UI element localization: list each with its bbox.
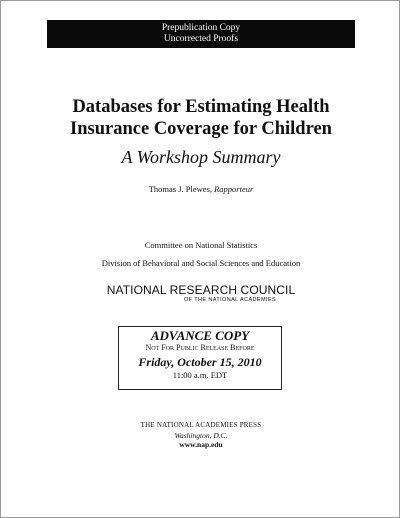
prepublication-banner [47,20,355,48]
publisher-url: www.nap.edu [179,440,223,449]
council-subname: OF THE NATIONAL ACADEMIES [183,297,277,303]
subtitle: A Workshop Summary [121,147,281,167]
publisher-block [61,421,341,450]
division-name: Division of Behavioral and Social Sciences and Education [101,258,301,268]
advance-copy-box [118,326,282,390]
committee-name: Committee on National Statistics [144,240,258,250]
council-name: NATIONAL RESEARCH COUNCIL [106,283,296,297]
release-notice: Not For Public Release Before [145,343,255,352]
banner-line-2: Uncorrected Proofs [163,34,239,44]
advance-copy-heading: ADVANCE COPY [150,328,250,343]
title-line-2: Insurance Coverage for Children [70,119,332,139]
author-role: Rapporteur [214,184,254,194]
author-name: Thomas J. Plewes, [148,184,215,194]
release-date: Friday, October 15, 2010 [138,355,262,369]
title-line-1: Databases for Estimating Health [72,97,330,117]
author-line [21,184,381,195]
publisher-city: Washington, D.C. [174,430,228,440]
council-logo [61,283,341,304]
release-time: 11:00 a.m. EDT [172,370,228,380]
banner-line-1: Prepublication Copy [161,23,241,33]
publisher-name: THE NATIONAL ACADEMIES PRESS [140,421,262,429]
